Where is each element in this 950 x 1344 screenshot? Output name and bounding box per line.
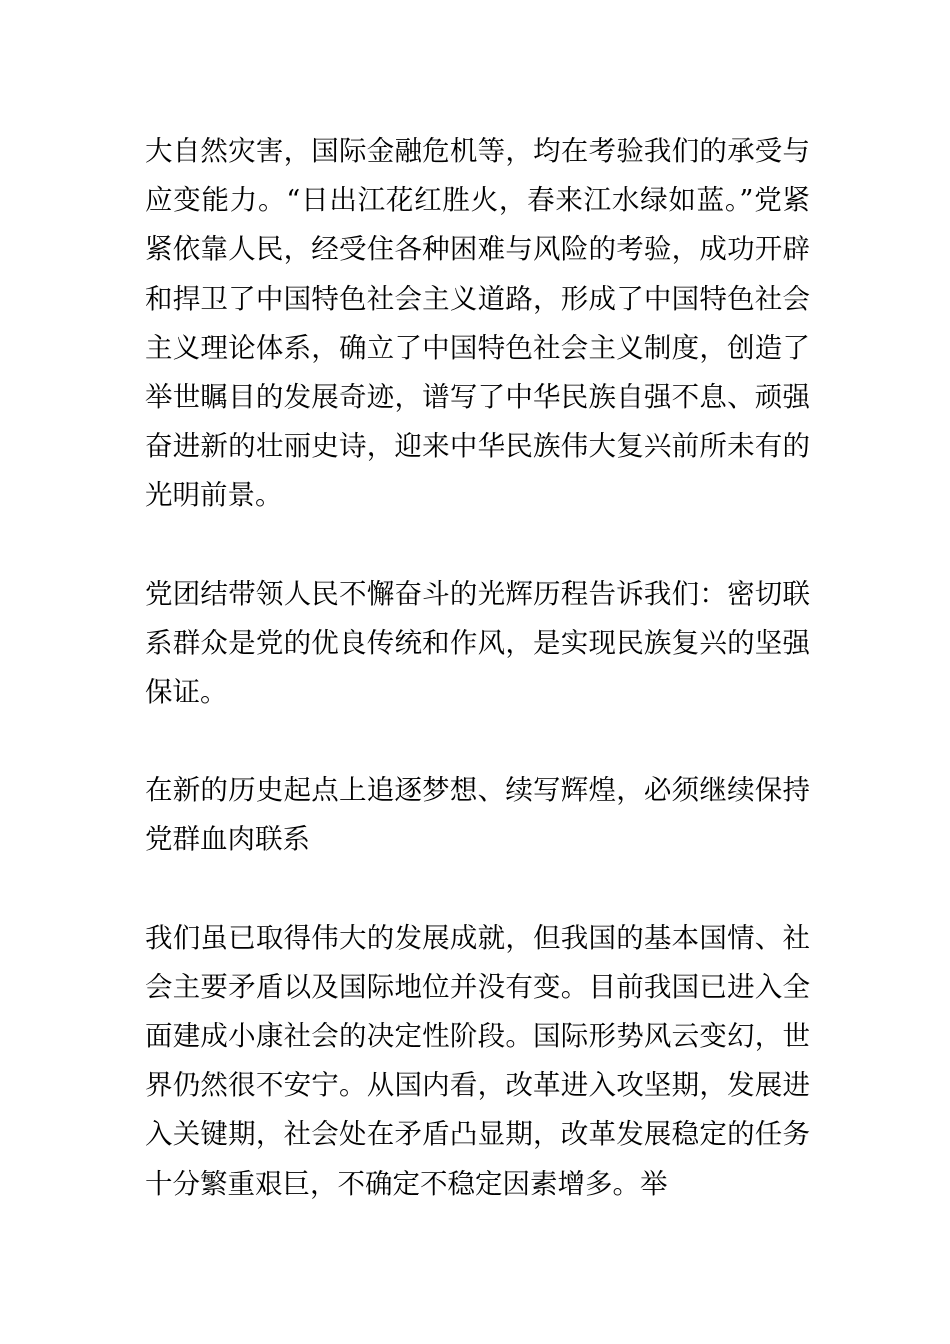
paragraph-3: 在新的历史起点上追逐梦想、续写辉煌，必须继续保持党群血肉联系: [145, 774, 810, 856]
paragraph-2: 党团结带领人民不懈奋斗的光辉历程告诉我们：密切联系群众是党的优良传统和作风，是实现民族复兴的坚强保证。: [145, 577, 810, 709]
paragraph-1: 大自然灾害，国际金融危机等，均在考验我们的承受与应变能力。“日出江花红胜火，春来江水绿如蓝。”党紧紧依靠人民，经受住各种困难与风险的考验，成功开辟和捍卫了中国特色社会主义道路，形成了中国特色社会主义理论体系，确立了中国特色社会主义制度，创造了举世瞩目的发展奇迹，谱写了中华民族自强不息、顽强奋进新的壮丽史诗，迎来中华民族伟大复兴前所未有的光明前景。: [145, 135, 810, 512]
paragraph-4: 我们虽已取得伟大的发展成就，但我国的基本国情、社会主要矛盾以及国际地位并没有变。目前我国已进入全面建成小康社会的决定性阶段。国际形势风云变幻，世界仍然很不安宁。从国内看，改革进入攻坚期，发展进入关键期，社会处在矛盾凸显期，改革发展稳定的任务十分繁重艰巨，不确定不稳定因素增多。举: [145, 921, 810, 1200]
document-body: [145, 127, 810, 1209]
